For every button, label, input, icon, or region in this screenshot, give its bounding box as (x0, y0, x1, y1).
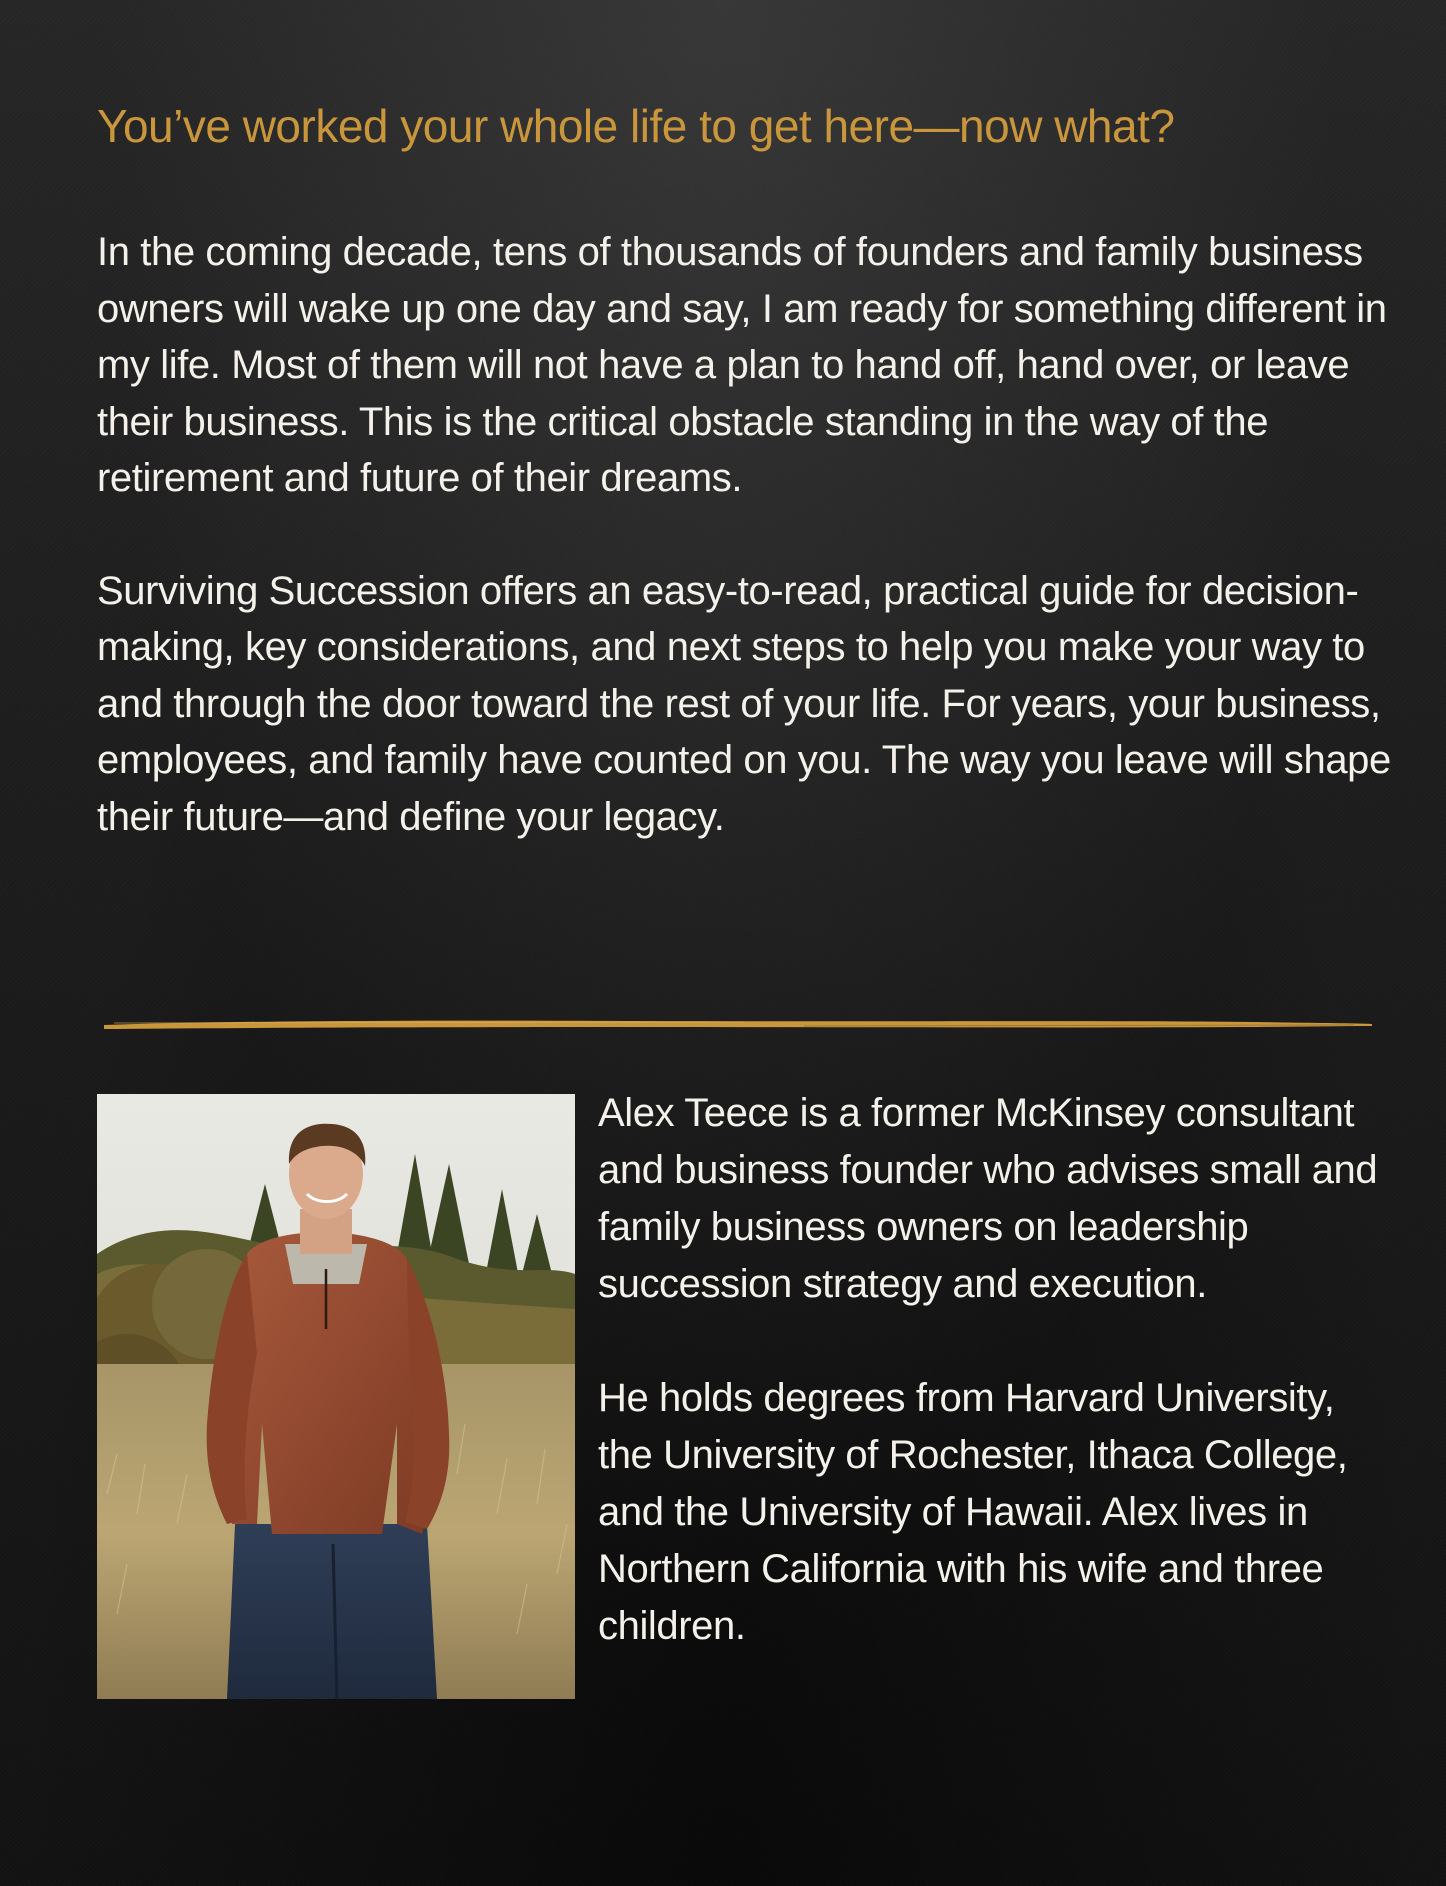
headline: You’ve worked your whole life to get here—now what? (97, 100, 1175, 152)
gold-brushstroke-divider (104, 1015, 1372, 1033)
bio-paragraph-1: Alex Teece is a former McKinsey consultant and business founder who advises small and family business owners on leadership succession strategy and execution. (598, 1091, 1378, 1306)
intro-paragraph-1: In the coming decade, tens of thousands of founders and family business owners will wake up one day and say, I am ready for something different in my life. Most of them will not have a plan to hand off, hand over, or leave their business. This is the critical obstacle standing in the way of the retirement and future of their dreams. (97, 230, 1387, 500)
intro-copy (97, 224, 1397, 845)
author-photo (97, 1094, 575, 1699)
bio-paragraph-2: He holds degrees from Harvard University, the University of Rochester, Ithaca College, and the University of Hawaii. Alex lives in Northern California with his wife and three children. (598, 1376, 1348, 1648)
intro-paragraph-2: Surviving Succession offers an easy-to-read, practical guide for decision-making, key considerations, and next steps to help you make your way to and through the door toward the rest of your life. For years, your business, employees, and family have counted on you. The way you leave will shape their future—and define your legacy. (97, 568, 1391, 839)
author-bio (598, 1085, 1398, 1655)
